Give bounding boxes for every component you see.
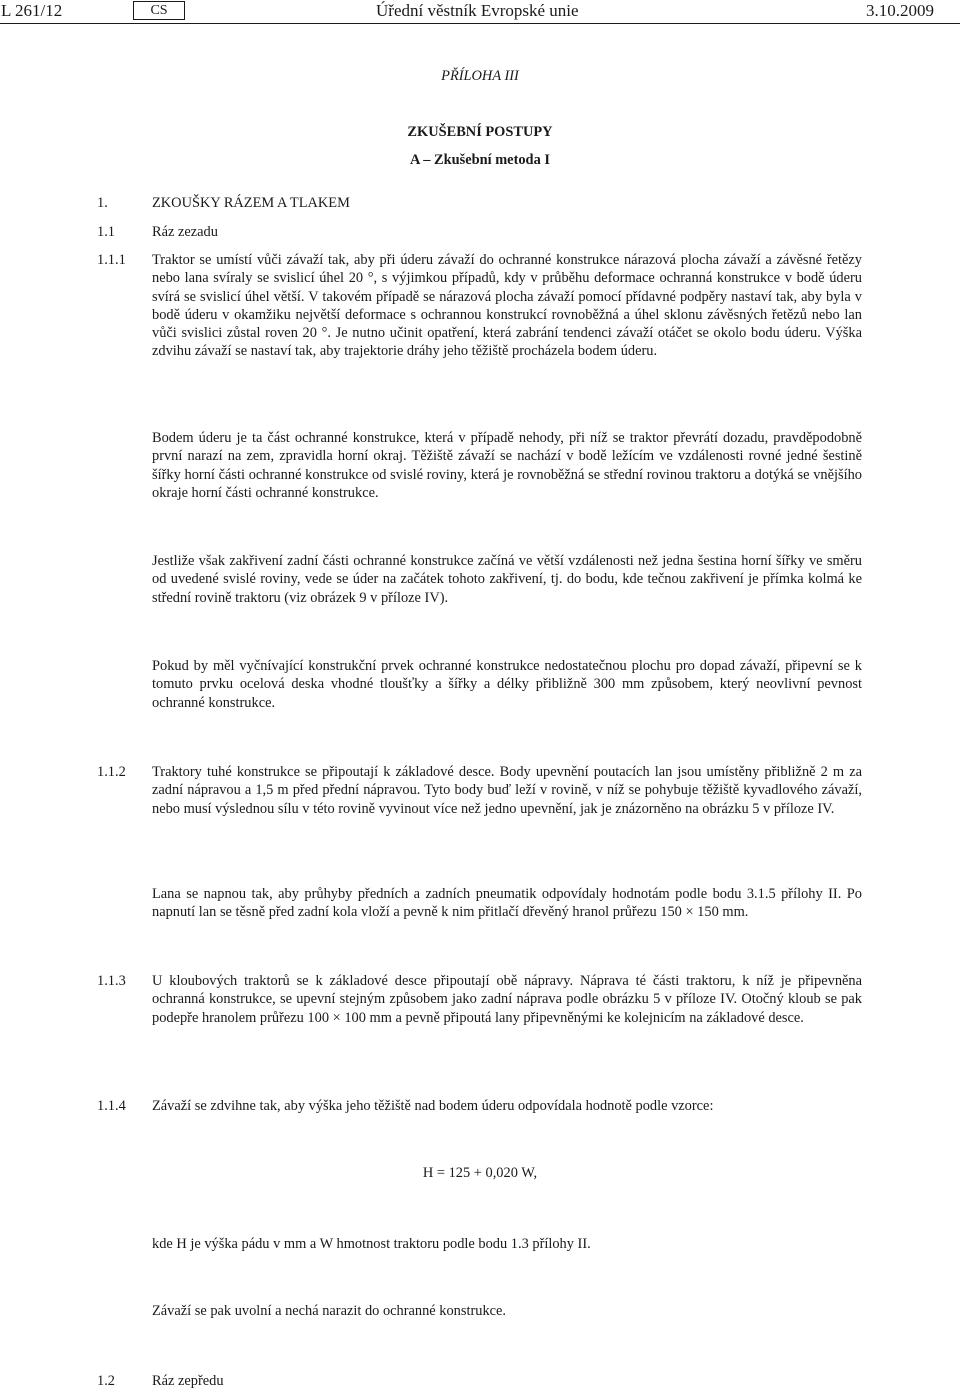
paragraph: Bodem úderu je ta část ochranné konstrukce, která v případě nehody, při níž se traktor převrátí dozadu, pravděpodobně první narazí na zem, zpravidla horní okraj. Těžiště závaží se nachází v bodě ležícím ve vzdálenosti rovné jedné šestině šířky horní části ochranné konstrukce od svislé roviny, která je rovnoběžná se střední rovinou traktoru a dotýká se vnějšího okraje horní části ochranné konstrukce. <box>152 430 862 501</box>
publication-date: 3.10.2009 <box>866 1 934 20</box>
section-number: 1.2 <box>97 1373 115 1389</box>
paragraph: Traktory tuhé konstrukce se připoutají k základové desce. Body upevnění poutacích lan jsou umístěny přibližně 2 m za zadní nápravou a 1,5 m před přední nápravou. Tyto body buď leží v rovině, v níž se pohybuje těžiště kyvadlového závaží, nebo musí výslednou sílu v této rovině vyvinout více než jedno upevnění, jak je znázorněno na obrázku 5 v příloze IV. <box>152 764 862 817</box>
section-number: 1. <box>97 195 108 211</box>
paragraph: U kloubových traktorů se k základové desce připoutají obě nápravy. Náprava té části traktoru, k níž je připevněna ochranná konstrukce, se upevní stejným způsobem jako zadní náprava podle obrázku 5 v příloze IV. Otočný kloub se pak podepře hranolem průřezu 100 × 100 mm a pevně připoutá lany připevněnými ke kolejnicím na základové desce. <box>152 973 862 1026</box>
paragraph: Pokud by měl vyčnívající konstrukční prvek ochranné konstrukce nedostatečnou plochu pro dopad závaží, připevní se k tomuto prvku ocelová deska vhodné tloušťky a šířky a délky přibližně 300 mm způsobem, který neovlivní pevnost ochranné konstrukce. <box>152 658 862 711</box>
section-number: 1.1.4 <box>97 1098 126 1114</box>
section-title: ZKOUŠKY RÁZEM A TLAKEM <box>152 195 350 211</box>
section-title: Ráz zepředu <box>152 1373 224 1389</box>
paragraph: Jestliže však zakřivení zadní části ochranné konstrukce začíná ve větší vzdálenosti než jedna šestina horní šířky ve směru od uvedené svislé roviny, vede se úder na začátek tohoto zakřivení, tj. do bodu, kde tečnou zakřivení je přímka kolmá ke střední rovině traktoru (viz obrázek 9 v příloze IV). <box>152 553 862 606</box>
section-number: 1.1.3 <box>97 973 126 989</box>
header-rule <box>0 23 960 24</box>
formula: H = 125 + 0,020 W, <box>422 1165 538 1181</box>
language-code-box: CS <box>133 1 185 20</box>
section-number: 1.1.1 <box>97 252 126 268</box>
paragraph: Závaží se pak uvolní a nechá narazit do ochranné konstrukce. <box>152 1303 507 1319</box>
section-number: 1.1.2 <box>97 764 126 780</box>
paragraph: Závaží se zdvihne tak, aby výška jeho těžiště nad bodem úderu odpovídala hodnotě podle vzorce: <box>152 1098 714 1114</box>
section-number: 1.1 <box>97 224 115 240</box>
annex-label: PŘÍLOHA III <box>441 68 519 84</box>
paragraph: Lana se napnou tak, aby průhyby předních a zadních pneumatik odpovídaly hodnotám podle bodu 3.1.5 přílohy II. Po napnutí lan se těsně před zadní kola vloží a pevně k nim přitlačí dřevěný hranol průřezu 150 × 150 mm. <box>152 886 862 921</box>
annex-title: ZKUŠEBNÍ POSTUPY <box>407 124 553 140</box>
journal-title: Úřední věstník Evropské unie <box>376 1 579 20</box>
page-reference: L 261/12 <box>1 1 63 20</box>
paragraph: kde H je výška pádu v mm a W hmotnost traktoru podle bodu 1.3 přílohy II. <box>152 1236 591 1252</box>
section-title: Ráz zezadu <box>152 224 218 240</box>
annex-subtitle: A – Zkušební metoda I <box>410 152 550 168</box>
paragraph: Traktor se umístí vůči závaží tak, aby při úderu závaží do ochranné konstrukce nárazová plocha závaží a závěsné řetězy nebo lana svíraly se svislicí úhel 20 °, s výjimkou případů, kdy v průběhu deformace ochranná konstrukce v bodě úderu svírá se svislicí úhel větší. V takovém případě se nárazová plocha závaží pomocí přídavné podpěry nastaví tak, aby byla v bodě úderu v okamžiku největší deformace s ochrannou konstrukcí rovnoběžná a úhel sklonu závěsných řetězů nebo lan vůči svislici zůstal roven 20 °. Je nutno učinit opatření, která zabrání tendenci závaží otáčet se okolo bodu úderu. Výška zdvihu závaží se nastaví tak, aby trajektorie dráhy jeho těžiště procházela bodem úderu. <box>152 252 862 360</box>
